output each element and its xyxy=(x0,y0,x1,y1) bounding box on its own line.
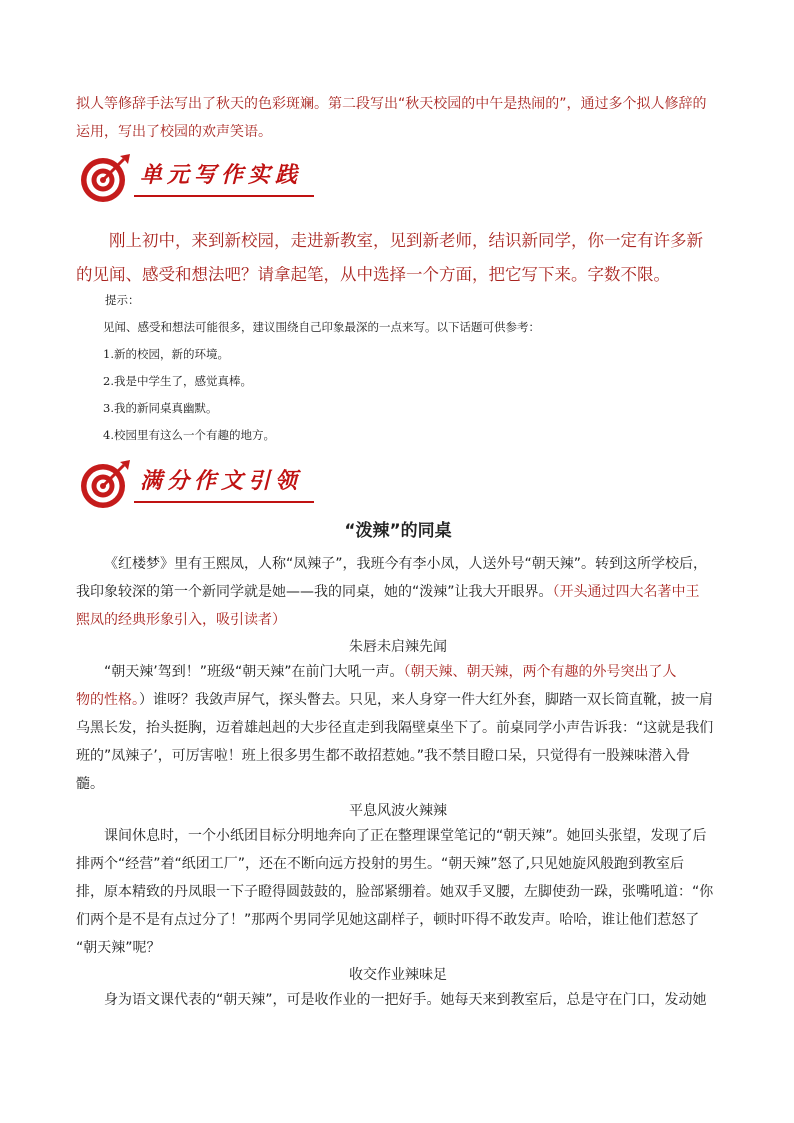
prompt-line1: 刚上初中，来到新校园，走进新教室，见到新老师，结识新同学，你一定有许多新 xyxy=(109,231,703,250)
heading-underline xyxy=(134,195,314,197)
essay-paragraph-1 xyxy=(76,658,720,798)
essay-title-block xyxy=(76,516,720,541)
writing-prompt xyxy=(76,224,720,292)
prompt-line2: 的见闻、感受和想法吧？请拿起笔，从中选择一个方面，把它写下来。字数不限。 xyxy=(76,265,670,284)
annotation: （朝天辣、朝天辣，两个有趣的外号突出了人 xyxy=(403,664,677,680)
heading-underline xyxy=(134,501,314,503)
paragraph-line: 排，原本精致的丹凤眼一下子瞪得圆鼓鼓的，脸部紧绷着。她双手叉腰，左脚使劲一跺，张嘴吼道：“你 xyxy=(76,884,714,900)
essay-paragraph-2 xyxy=(76,822,720,962)
section-heading: 单元写作实践 xyxy=(140,162,303,188)
top-paragraph-line1: 拟人等修辞手法写出了秋天的色彩斑斓。第二段写出“秋天校园的中午是热闹的”，通过多个拟人修辞的 xyxy=(76,96,707,112)
hints-body xyxy=(103,314,723,449)
subheading: 收交作业辣味足 xyxy=(349,967,447,983)
subheading-block xyxy=(76,798,720,824)
subheading: 平息风波火辣辣 xyxy=(349,803,447,819)
paragraph-line: 髓。 xyxy=(76,776,104,792)
subheading: 朱唇未启辣先闻 xyxy=(349,639,447,655)
hint-item: 1.新的校园，新的环境。 xyxy=(103,347,229,361)
paragraph-line: 乌黑长发，抬头挺胸，迈着雄赳赳的大步径直走到我隔壁桌坐下了。前桌同学小声告诉我：“这就是我们 xyxy=(76,720,714,736)
target-icon xyxy=(78,458,134,510)
paragraph-line: “朝天辣”呢？ xyxy=(76,940,161,956)
hints xyxy=(105,287,725,314)
paragraph-line: 身为语文课代表的“朝天辣”，可是收作业的一把好手。她每天来到教室后，总是守在门口，发动她 xyxy=(104,992,707,1008)
section-heading: 满分作文引领 xyxy=(140,468,303,494)
paragraph-line: “朝天辣’驾到！”班级“朝天辣”在前门大吼一声。（朝天辣、朝天辣，两个有趣的外号突出了人 xyxy=(104,664,677,680)
hint-intro: 见闻、感受和想法可能很多，建议围绕自己印象最深的一点来写。以下话题可供参考： xyxy=(103,320,540,334)
top-paragraph xyxy=(76,90,720,146)
hint-label: 提示： xyxy=(105,293,140,307)
top-paragraph-line2: 运用，写出了校园的欢声笑语。 xyxy=(76,124,272,140)
intro-line1: 《红楼梦》里有王熙凤，人称“凤辣子”，我班今有李小凤，人送外号“朝天辣”。转到这所学校后， xyxy=(104,556,708,572)
paragraph-line: 们两个是不是有点过分了！”那两个男同学见她这副样子，顿时吓得不敢发声。哈哈，谁让他们惹怒了 xyxy=(76,912,700,928)
essay-paragraph-3 xyxy=(76,986,720,1014)
target-icon xyxy=(78,152,134,204)
paragraph-line: 物的性格。）谁呀？我敛声屏气，探头瞥去。只见，来人身穿一件大红外套，脚踏一双长筒直靴，披一肩 xyxy=(76,692,713,708)
essay-intro xyxy=(76,550,720,634)
essay-title: “泼辣”的同桌 xyxy=(344,521,452,541)
annotation: （开头通过四大名著中王 xyxy=(552,584,700,600)
intro-annotation-line3: 熙凤的经典形象引入，吸引读者） xyxy=(76,612,286,628)
subheading-block xyxy=(76,962,720,988)
subheading-block xyxy=(76,634,720,660)
hint-item: 2.我是中学生了，感觉真棒。 xyxy=(103,374,252,388)
section-banner-writing-practice xyxy=(78,152,314,202)
intro-line2: 我印象较深的第一个新同学就是她——我的同桌，她的“泼辣”让我大开眼界。（开头通过四大名著中王 xyxy=(76,584,700,600)
hint-item: 4.校园里有这么一个有趣的地方。 xyxy=(103,428,275,442)
paragraph-line: 课间休息时，一个小纸团目标分明地奔向了正在整理课堂笔记的“朝天辣”。她回头张望，发现了后 xyxy=(104,828,707,844)
paragraph-line: 班的”凤辣子’，可厉害啦！班上很多男生都不敢招惹她。”我不禁目瞪口呆，只觉得有一股辣味潜入骨 xyxy=(76,748,690,764)
hint-item: 3.我的新同桌真幽默。 xyxy=(103,401,218,415)
annotation: 物的性格。 xyxy=(76,692,139,708)
paragraph-line: 排两个“经营”着“纸团工厂”，还在不断向远方投射的男生。“朝天辣”怒了,只见她旋风般跑到教室后 xyxy=(76,856,684,872)
section-banner-model-essay xyxy=(78,458,314,508)
